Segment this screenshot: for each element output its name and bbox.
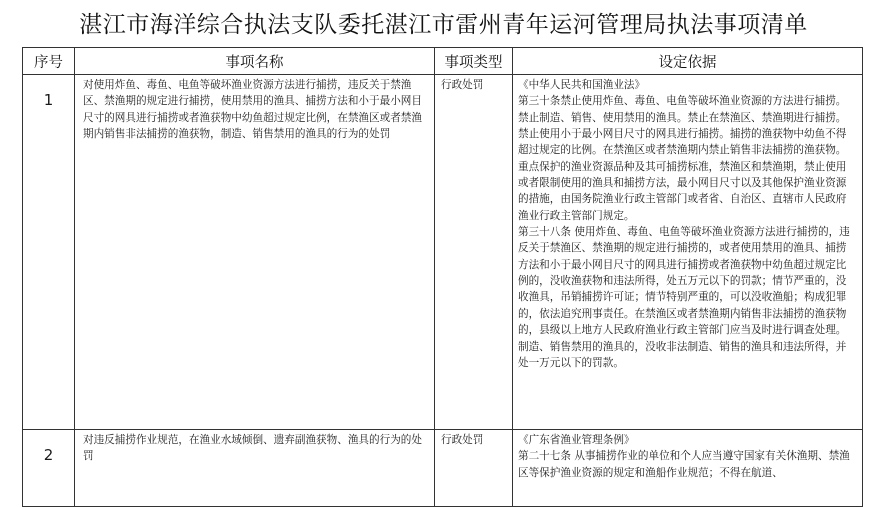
table-header-row [23, 48, 863, 75]
page-title: 湛江市海洋综合执法支队委托湛江市雷州青年运河管理局执法事项清单 [79, 12, 808, 38]
law-article: 第三十条禁止使用炸鱼、毒鱼、电鱼等破坏渔业资源的方法进行捕捞。禁止制造、销售、使用禁用的渔具。禁止在禁渔区、禁渔期进行捕捞。禁止使用小于最小网目尺寸的网具进行捕捞。捕捞的渔获物中幼鱼不得超过规定的比例。在禁渔区或者禁渔期内禁止销售非法捕捞的渔获物。重点保护的渔业资源品种及其可捕捞标准，禁渔区和禁渔期，禁止使用或者限制使用的渔具和捕捞方法，最小网目尺寸以及其他保护渔业资源的措施，由国务院渔业行政主管部门或者省、自治区、直辖市人民政府渔业行政主管部门规定。 [518, 95, 847, 222]
law-title: 《中华人民共和国渔业法》 [518, 79, 646, 91]
header-no: 序号 [23, 48, 75, 75]
header-basis: 设定依据 [513, 48, 863, 75]
row-item-type: 行政处罚 [435, 75, 513, 430]
row-item-type: 行政处罚 [435, 430, 513, 507]
law-article: 第二十七条 从事捕捞作业的单位和个人应当遵守国家有关休渔期、禁渔区等保护渔业资源的规定和渔船作业规范；不得在航道、 [518, 450, 850, 479]
row-legal-basis [513, 430, 863, 507]
row-no: 1 [23, 75, 75, 430]
table-row [23, 75, 863, 430]
row-legal-basis [513, 75, 863, 430]
law-title: 《广东省渔业管理条例》 [518, 434, 635, 446]
row-item-name: 对使用炸鱼、毒鱼、电鱼等破坏渔业资源方法进行捕捞，违反关于禁渔区、禁渔期的规定进行捕捞，使用禁用的渔具、捕捞方法和小于最小网目尺寸的网具进行捕捞或者渔获物中幼鱼超过规定比例，在禁渔区或者禁渔期内销售非法捕捞的渔获物，制造、销售禁用的渔具的行为的处罚 [75, 75, 435, 430]
enforcement-items-table [22, 47, 863, 507]
row-no: 2 [23, 430, 75, 507]
row-item-name: 对违反捕捞作业规范，在渔业水域倾倒、遗弃副渔获物、渔具的行为的处罚 [75, 430, 435, 507]
law-article: 第三十八条 使用炸鱼、毒鱼、电鱼等破坏渔业资源方法进行捕捞的，违反关于禁渔区、禁渔期的规定进行捕捞的，或者使用禁用的渔具、捕捞方法和小于最小网目尺寸的网具进行捕捞或者渔获物中幼鱼超过规定比例的，没收渔获物和违法所得，处五万元以下的罚款；情节严重的，没收渔具，吊销捕捞许可证；情节特别严重的，可以没收渔船；构成犯罪的，依法追究刑事责任。在禁渔区或者禁渔期内销售非法捕捞的渔获物的，县级以上地方人民政府渔业行政主管部门应当及时进行调查处理。制造、销售禁用的渔具的，没收非法制造、销售的渔具和违法所得，并处一万元以下的罚款。 [518, 226, 850, 369]
header-name: 事项名称 [75, 48, 435, 75]
table-row [23, 430, 863, 507]
header-type: 事项类型 [435, 48, 513, 75]
